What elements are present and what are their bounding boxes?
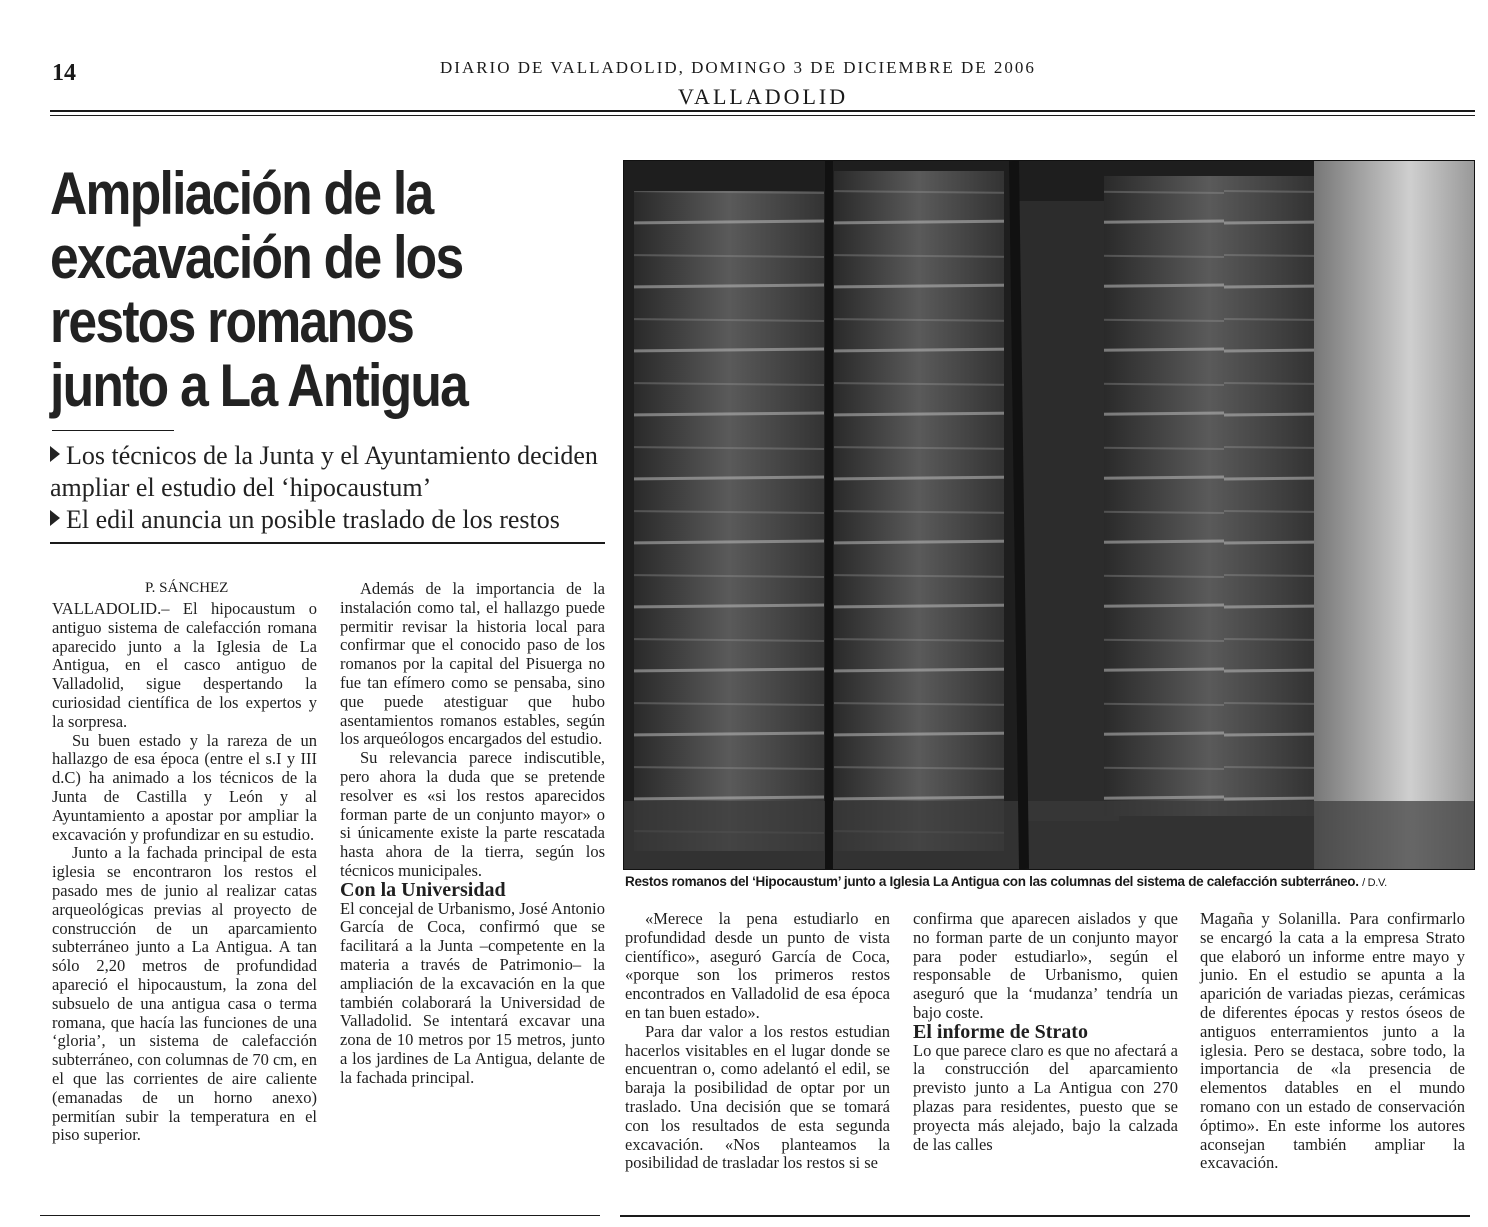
- paragraph: El concejal de Urbanismo, José Antonio García de Coca, confirmó que se facilitará a la Junta –competente en la materia a través de Patrimonio– la ampliación de la excavación en la que también colaborará la Universidad de Valladolid. Se intentará excavar una zona de 10 metros por 15 metros, junto a los jardines de La Antigua, delante de la fachada principal.: [340, 898, 605, 1087]
- byline: P. SÁNCHEZ: [145, 580, 229, 596]
- bullet-arrow-icon: [50, 446, 60, 462]
- article-column-5: [1200, 910, 1465, 1173]
- dateline: VALLADOLID.–: [52, 599, 170, 618]
- photo-image: [624, 161, 1474, 869]
- footer-rule: [40, 1215, 600, 1216]
- footer-rule: [620, 1215, 1470, 1217]
- article-column-4: [913, 910, 1178, 1154]
- paragraph: Para dar valor a los restos estudian hacerlos visitables en el lugar donde se encuentran o, como adelantó el edil, se baraja la posibilidad de optar por un traslado. Una decisión que se tomará con los resultados de esta segunda excavación. «Nos planteamos la posibilidad de trasladar los restos si se: [625, 1021, 890, 1173]
- masthead: DIARIO DE VALLADOLID, DOMINGO 3 DE DICIEMBRE DE 2006: [440, 58, 1036, 77]
- subhead: El informe de Strato: [913, 1020, 1088, 1043]
- headline-rule: [52, 430, 174, 431]
- article-column-2: [340, 580, 605, 1088]
- headline: Ampliación de la excavación de los restos romanos junto a La Antigua: [50, 160, 468, 419]
- paragraph: Además de la importancia de la instalación como tal, el hallazgo puede permitir revisar la historia local para confirmar que el conocido paso de los romanos por la capital del Pisuerga no fue tan efímero como se pensaba, sino que puede atestiguar que hubo asentamientos romanos estables, según los arqueólogos encargados del estudio.: [340, 579, 605, 749]
- page-number: 14: [52, 60, 76, 86]
- paragraph: «Merece la pena estudiarlo en profundidad desde un punto de vista científico», aseguró García de Coca, «porque son los primeros restos encontrados en Valladolid de esa época en tan buen estado».: [625, 909, 890, 1022]
- deck-text: Los técnicos de la Junta y el Ayuntamiento deciden ampliar el estudio del ‘hipocaustum’: [50, 441, 598, 502]
- article-photo: [623, 160, 1475, 870]
- paragraph: confirma que aparecen aislados y que no forman parte de un conjunto mayor para poder estudiarlo», según el responsable de Urbanismo, quien aseguró que la ‘mudanza’ tendría un bajo coste.: [913, 909, 1178, 1022]
- bullet-arrow-icon: [50, 510, 60, 526]
- header-rule-thin: [50, 115, 1475, 116]
- caption-text: Restos romanos del ‘Hipocaustum’ junto a Iglesia La Antigua con las columnas del sistema de calefacción subterráneo.: [625, 874, 1359, 889]
- paragraph: Lo que parece claro es que no afectará a la construcción del aparcamiento previsto junto a La Antigua con 270 plazas para residentes, puesto que se proyecta más alejado, bajo la calzada de las calles: [913, 1040, 1178, 1154]
- deck-text: El edil anuncia un posible traslado de los restos: [66, 505, 560, 534]
- deck-item: [50, 504, 630, 536]
- subhead: Con la Universidad: [340, 878, 506, 901]
- photo-credit: / D.V.: [1362, 877, 1387, 889]
- paragraph: Magaña y Solanilla. Para confirmarlo se encargó la cata a la empresa Strato que elaboró un informe entre mayo y junio. En el estudio se apunta a la aparición de variadas piezas, cerámicas de diferentes épocas y restos óseos de antiguos enterramientos junto a la iglesia. Pero se destaca, sobre todo, la importancia de «la presencia de elementos datables en el mundo romano con un estado de conservación óptimo». En este informe los autores aconsejan también ampliar la excavación.: [1200, 909, 1465, 1173]
- paragraph-text: El hipocaustum o antiguo sistema de calefacción romana aparecido junto a la Iglesia de La Antigua, en el casco antiguo de Valladolid, sigue despertando la curiosidad científica de los expertos y la sorpresa.: [52, 599, 318, 731]
- paragraph: Su relevancia parece indiscutible, pero ahora la duda que se pretende resolver es «si los restos aparecidos forman parte de un conjunto mayor» o si únicamente existe la parte rescatada hasta ahora de la tierra, según los técnicos municipales.: [340, 748, 605, 880]
- deck-item: [50, 440, 630, 504]
- paragraph: Junto a la fachada principal de esta iglesia se encontraron los restos el pasado mes de junio al realizar catas arqueológicas previas al proyecto de construcción de un aparcamiento subterráneo junto a La Antigua. A tan sólo 2,20 metros de profundidad apareció el hipocaustum, la zona del subsuelo de una antigua casa o terma romana, que hacía las funciones de una ‘gloria’, un sistema de calefacción subterráneo, con columnas de 70 cm, en el que las corrientes de aire caliente (emanadas de un horno anexo) permitían subir la temperatura en el piso superior.: [52, 843, 317, 1145]
- article-column-1: [52, 600, 317, 1145]
- paragraph: [52, 600, 317, 732]
- photo-caption: [625, 874, 1475, 889]
- deck-rule: [50, 542, 605, 544]
- header-rule: [50, 110, 1475, 112]
- section-title: VALLADOLID: [678, 84, 849, 109]
- paragraph: Su buen estado y la rareza de un hallazgo de esa época (entre el s.I y III d.C) ha animado a los técnicos de la Junta de Castilla y León y al Ayuntamiento a apostar por ampliar la excavación y profundizar en su estudio.: [52, 730, 317, 844]
- article-column-3: [625, 910, 890, 1173]
